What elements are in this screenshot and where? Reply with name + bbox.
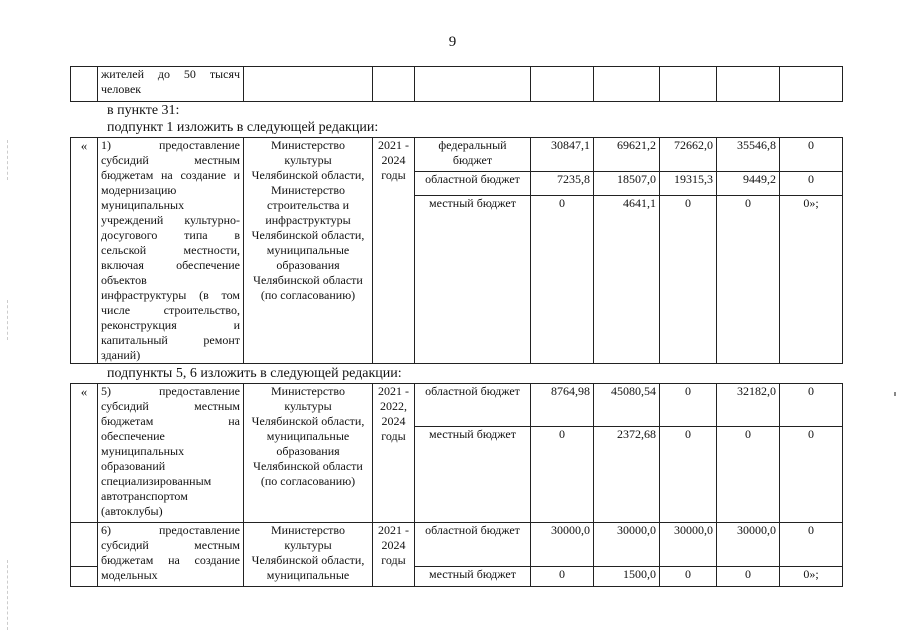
cell bbox=[71, 567, 98, 587]
text-line: 2021 - bbox=[378, 523, 409, 537]
cell bbox=[531, 67, 594, 102]
executor-cell bbox=[244, 138, 373, 364]
text-line: (по согласованию) bbox=[260, 474, 356, 488]
table-row bbox=[71, 384, 843, 427]
text-line: модернизацию bbox=[101, 183, 177, 197]
text-line: муниципальных bbox=[101, 444, 185, 458]
scan-margin-dots bbox=[7, 140, 8, 180]
years-cell bbox=[373, 384, 415, 523]
value-cell: 0 bbox=[531, 427, 594, 523]
scan-margin-dots bbox=[7, 560, 8, 630]
text-line: годы bbox=[381, 429, 406, 443]
text-line: муниципальных bbox=[101, 198, 185, 212]
text-line: образования bbox=[276, 444, 340, 458]
table-continuation bbox=[70, 66, 843, 102]
text-line: Челябинской области bbox=[253, 459, 363, 473]
text-line: 2024 bbox=[381, 414, 406, 428]
value-cell: 0 bbox=[660, 567, 717, 587]
years-cell bbox=[373, 138, 415, 364]
source-cell: местный бюджет bbox=[415, 567, 531, 587]
item-cell bbox=[98, 67, 244, 102]
text-line: муниципальные bbox=[266, 429, 350, 443]
text-line: 2024 bbox=[381, 538, 406, 552]
scan-margin-dots bbox=[7, 300, 8, 340]
value-cell: 0 bbox=[780, 427, 843, 523]
quote-mark: « bbox=[71, 384, 98, 523]
text-line: Министерство bbox=[271, 138, 345, 152]
text-line: Челябинской области, bbox=[251, 553, 365, 567]
text-line: муниципальные bbox=[266, 243, 350, 257]
text-line: Челябинской области bbox=[253, 273, 363, 287]
value-cell: 30000,0 bbox=[717, 523, 780, 567]
value-cell: 32182,0 bbox=[717, 384, 780, 427]
value-cell: 8764,98 bbox=[531, 384, 594, 427]
text-line: инфраструктуры bbox=[265, 213, 351, 227]
text-line: 2021 - bbox=[378, 384, 409, 398]
text-line: обеспечение bbox=[101, 429, 165, 443]
cell bbox=[415, 67, 531, 102]
cell bbox=[594, 67, 660, 102]
value-cell: 18507,0 bbox=[594, 172, 660, 196]
text-line: бюджетам на bbox=[101, 414, 240, 428]
source-cell: местный бюджет bbox=[415, 427, 531, 523]
value-cell: 69621,2 bbox=[594, 138, 660, 172]
text-line: реконструкция и bbox=[101, 318, 240, 332]
value-cell: 0 bbox=[660, 427, 717, 523]
value-cell: 0 bbox=[531, 196, 594, 364]
table-subpoints-5-6 bbox=[70, 383, 843, 587]
text-line: включая обеспечение bbox=[101, 258, 240, 272]
cell bbox=[71, 523, 98, 567]
value-cell: 1500,0 bbox=[594, 567, 660, 587]
item-cell bbox=[98, 523, 244, 587]
text-line: строительства и bbox=[267, 198, 349, 212]
text-line: федеральный bbox=[438, 138, 507, 152]
value-cell: 0 bbox=[780, 523, 843, 567]
page-number: 9 bbox=[448, 34, 457, 50]
text-line: досугового типа в bbox=[101, 228, 240, 242]
text-line: Министерство bbox=[271, 183, 345, 197]
value-cell: 0 bbox=[780, 172, 843, 196]
text-line: субсидий местным bbox=[101, 399, 240, 413]
value-cell: 0 bbox=[717, 196, 780, 364]
executor-cell bbox=[244, 384, 373, 523]
text-line: годы bbox=[381, 168, 406, 182]
source-cell: областной бюджет bbox=[415, 523, 531, 567]
text-line: бюджетам на создание bbox=[101, 553, 240, 567]
text-line: 2021 - bbox=[378, 138, 409, 152]
source-cell bbox=[415, 138, 531, 172]
text-line: 2022, bbox=[380, 399, 407, 413]
text-line: специализированным bbox=[101, 474, 212, 488]
value-cell: 0»; bbox=[780, 567, 843, 587]
cell bbox=[71, 67, 98, 102]
text-line: человек bbox=[101, 82, 142, 96]
text-line: автотранспортом bbox=[101, 489, 188, 503]
text-line: капитальный ремонт bbox=[101, 333, 240, 347]
value-cell: 0 bbox=[717, 427, 780, 523]
value-cell: 4641,1 bbox=[594, 196, 660, 364]
value-cell: 7235,8 bbox=[531, 172, 594, 196]
text-line: культуры bbox=[284, 399, 332, 413]
text-line: бюджетам на создание и bbox=[101, 168, 240, 182]
text-line: Министерство bbox=[271, 384, 345, 398]
item-cell bbox=[98, 138, 244, 364]
text-line: годы bbox=[381, 553, 406, 567]
cell bbox=[780, 67, 843, 102]
text-line: объектов bbox=[101, 273, 147, 287]
value-cell: 9449,2 bbox=[717, 172, 780, 196]
text-line: бюджет bbox=[452, 153, 493, 167]
source-cell: областной бюджет bbox=[415, 384, 531, 427]
table-row bbox=[71, 138, 843, 172]
value-cell: 0 bbox=[660, 196, 717, 364]
value-cell: 30000,0 bbox=[594, 523, 660, 567]
text-line: Министерство bbox=[271, 523, 345, 537]
text-line: (автоклубы) bbox=[101, 504, 163, 518]
text-line: жителей до 50 тысяч bbox=[101, 67, 240, 81]
value-cell: 30000,0 bbox=[531, 523, 594, 567]
value-cell: 35546,8 bbox=[717, 138, 780, 172]
text-line: образований bbox=[101, 459, 166, 473]
text-line: субсидий местным bbox=[101, 153, 240, 167]
value-cell: 45080,54 bbox=[594, 384, 660, 427]
cell bbox=[244, 67, 373, 102]
cell bbox=[373, 67, 415, 102]
source-cell: областной бюджет bbox=[415, 172, 531, 196]
years-cell bbox=[373, 523, 415, 587]
paragraph-point-31: в пункте 31: bbox=[107, 103, 180, 118]
text-line: инфраструктуры (в том bbox=[101, 288, 240, 302]
value-cell: 0 bbox=[660, 384, 717, 427]
value-cell: 2372,68 bbox=[594, 427, 660, 523]
text-line: сельской местности, bbox=[101, 243, 240, 257]
table-row bbox=[71, 523, 843, 567]
text-line: 2024 bbox=[381, 153, 406, 167]
text-line: культуры bbox=[284, 538, 332, 552]
value-cell: 0 bbox=[780, 384, 843, 427]
value-cell: 30847,1 bbox=[531, 138, 594, 172]
text-line: 5) предоставление bbox=[101, 384, 240, 398]
paragraph-subpoints-5-6: подпункты 5, 6 изложить в следующей редакции: bbox=[107, 366, 402, 381]
value-cell: 72662,0 bbox=[660, 138, 717, 172]
value-cell: 0 bbox=[717, 567, 780, 587]
text-line: муниципальные bbox=[266, 568, 350, 582]
text-line: числе строительство, bbox=[101, 303, 240, 317]
text-line: Челябинской области, bbox=[251, 414, 365, 428]
paragraph-subpoint-1: подпункт 1 изложить в следующей редакции: bbox=[107, 120, 379, 135]
text-line: (по согласованию) bbox=[260, 288, 356, 302]
text-line: учреждений культурно- bbox=[101, 213, 240, 227]
value-cell: 0 bbox=[780, 138, 843, 172]
quote-mark: « bbox=[71, 138, 98, 364]
source-cell: местный бюджет bbox=[415, 196, 531, 364]
scan-artifact bbox=[894, 392, 896, 396]
text-line: Челябинской области, bbox=[251, 168, 365, 182]
executor-cell bbox=[244, 523, 373, 587]
text-line: культуры bbox=[284, 153, 332, 167]
text-line: 6) предоставление bbox=[101, 523, 240, 537]
cell bbox=[717, 67, 780, 102]
value-cell: 19315,3 bbox=[660, 172, 717, 196]
text-line: образования bbox=[276, 258, 340, 272]
text-line: Челябинской области, bbox=[251, 228, 365, 242]
text-line: 1) предоставление bbox=[101, 138, 240, 152]
item-cell bbox=[98, 384, 244, 523]
text-line: субсидий местным bbox=[101, 538, 240, 552]
cell bbox=[660, 67, 717, 102]
text-line: зданий) bbox=[101, 348, 141, 362]
table-subpoint-1 bbox=[70, 137, 843, 364]
value-cell: 0»; bbox=[780, 196, 843, 364]
value-cell: 30000,0 bbox=[660, 523, 717, 567]
text-line: модельных bbox=[101, 568, 158, 582]
value-cell: 0 bbox=[531, 567, 594, 587]
